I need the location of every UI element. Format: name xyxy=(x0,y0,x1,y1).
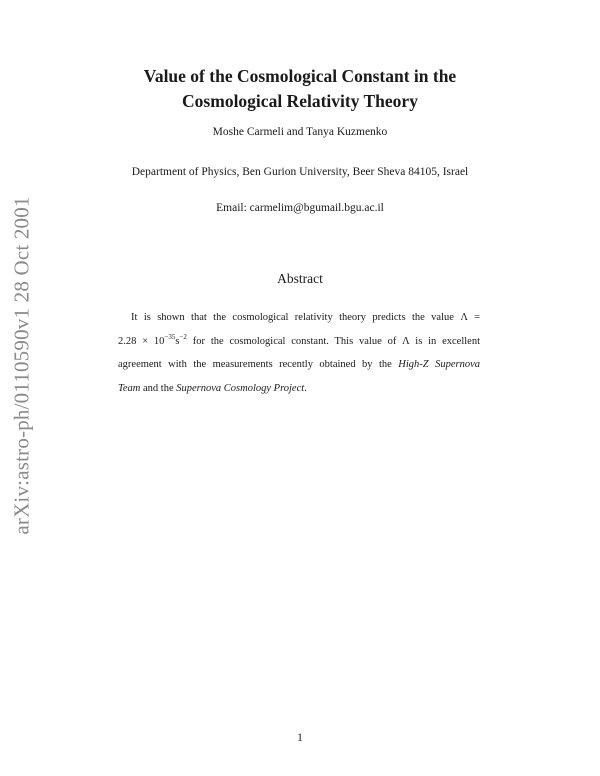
abstract-line-1: It is shown that the cosmological relativity theory predicts the value Λ = xyxy=(131,312,480,323)
abstract-line-3: agreement with the measurements recently obtained by the High-Z Supernova xyxy=(118,359,481,370)
page-number: 1 xyxy=(297,732,303,744)
title-line-1: Value of the Cosmological Constant in the xyxy=(143,66,457,86)
affiliation: Department of Physics, Ben Gurion University, Beer Sheva 84105, Israel xyxy=(131,166,469,178)
title-line-2: Cosmological Relativity Theory xyxy=(182,91,418,111)
paper-title xyxy=(60,64,540,114)
arxiv-identifier-text: arXiv:astro-ph/0110590v1 28 Oct 2001 xyxy=(9,195,34,535)
abstract-body xyxy=(118,306,480,400)
abstract-line-2: $2.28 \times 10^{-35}s^{-2}$ for the cosmological constant. This value of Λ is in excellent xyxy=(118,332,480,347)
email-address: Email: carmelim@bgumail.bgu.ac.il xyxy=(216,202,384,214)
abstract-heading: Abstract xyxy=(277,271,323,286)
authors: Moshe Carmeli and Tanya Kuzmenko xyxy=(212,126,388,138)
abstract-line-4: Team and the Supernova Cosmology Project. xyxy=(118,382,307,394)
arxiv-identifier-stamp xyxy=(2,195,42,535)
